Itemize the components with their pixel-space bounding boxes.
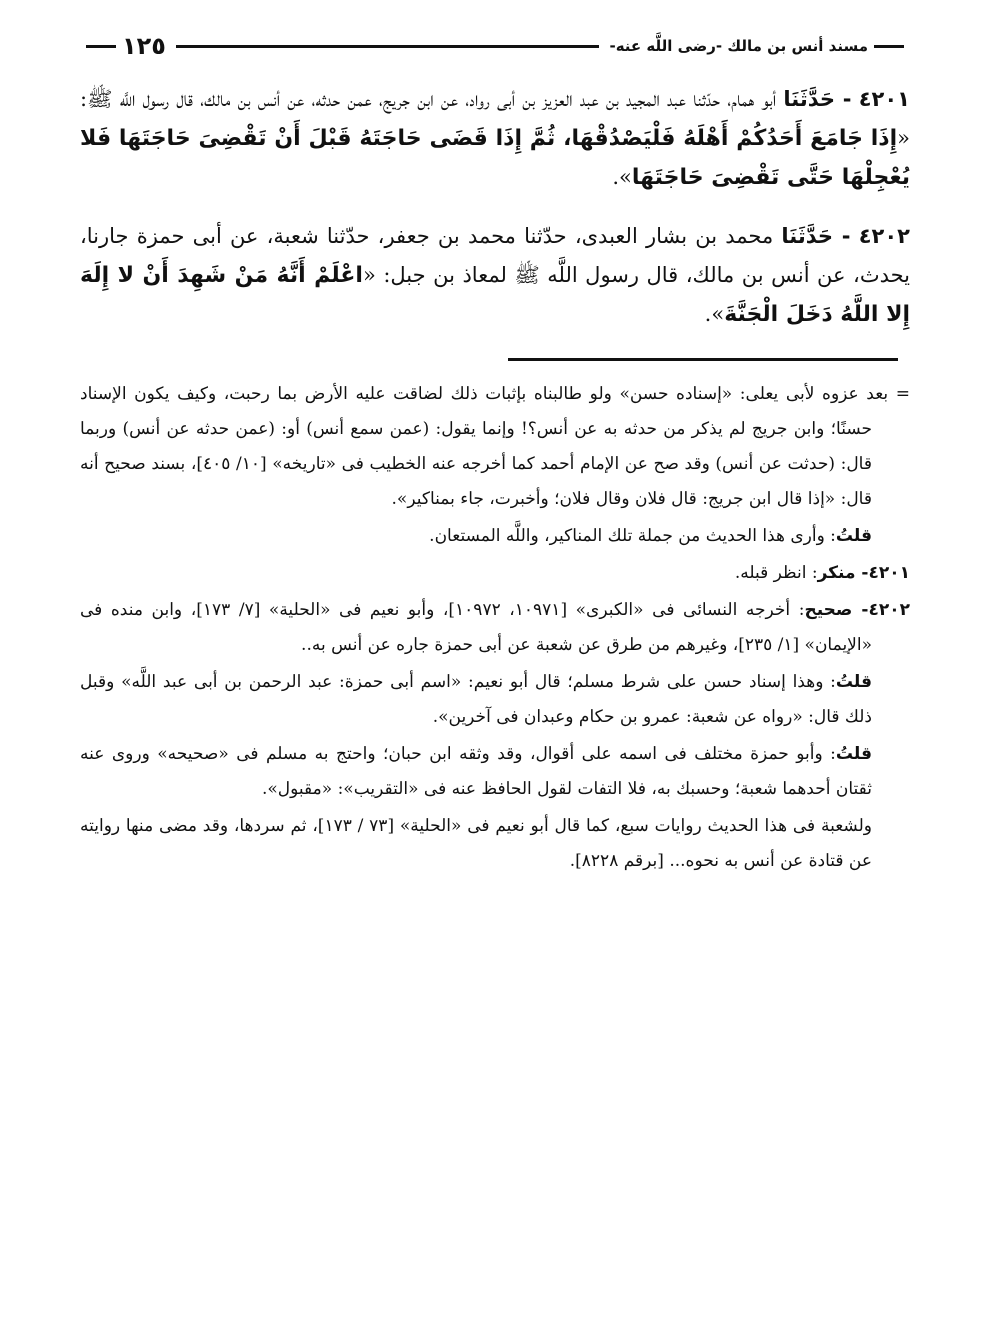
- footnote-4202-label: ٤٢٠٢- صحيح: [804, 600, 910, 620]
- hadith-isnad: أبو همام، حدّثنا عبد المجيد بن عبد العزيز بن أبى رواد، عن ابن جريج، عمن حدثه، عن أنس بن مالك، قال رسول اللَّه ﷺ: «: [80, 87, 910, 150]
- header-title: مسند أنس بن مالك -رضى اللَّه عنه-: [609, 37, 868, 55]
- hadith-lead: - حَدَّثَنَا: [781, 224, 851, 248]
- footnote-4202: [80, 593, 910, 663]
- hadith-matn: إِذَا جَامَعَ أَحَدُكُمْ أَهْلَهُ فَلْيَصْدُقْهَا، ثُمَّ إِذَا قَضَى حَاجَتَهُ قَبْلَ أَنْ تَقْضِىَ حَاجَتَهَا فَلا يُعْجِلْهَا حَتَّى تَقْضِىَ حَاجَتَهَا: [80, 126, 910, 190]
- hadith-end: ».: [704, 302, 725, 326]
- footnote-separator: [508, 358, 898, 361]
- hadith-number: ٤٢٠٢: [858, 224, 910, 248]
- hadith-lead: - حَدَّثَنَا: [783, 87, 852, 111]
- header-rule: [176, 45, 600, 48]
- footnote-separator-wrap: [80, 334, 910, 377]
- qultu-text: : وهذا إسناد حسن على شرط مسلم؛ قال أبو نعيم: «اسم أبى حمزة: عبد الرحمن بن أبى عبد اللَّه» وقبل ذلك قال: «رواه عن شعبة: عمرو بن حكام وعبدان فى آخرين».: [80, 672, 872, 727]
- footnote-qultu-3: [80, 737, 910, 807]
- footnote-qultu: [80, 519, 910, 554]
- footnote-last: ولشعبة فى هذا الحديث روايات سبع، كما قال أبو نعيم فى «الحلية» [٧٣ / ١٧٣]، ثم سردها، وقد مضى منها روايته عن قتادة عن أنس به نحوه... [برقم ٨٢٢٨].: [80, 816, 872, 871]
- hadith-isnad: محمد بن بشار العبدى، حدّثنا محمد بن جعفر، حدّثنا شعبة، عن أبى حمزة جارنا، يحدث، عن أنس بن مالك، قال رسول اللَّه ﷺ لمعاذ بن جبل: «: [80, 224, 911, 287]
- qultu-label: قلتُ: [835, 744, 872, 764]
- header-dash-right: [874, 45, 904, 48]
- footnote-continuation: = بعد عزوه لأبى يعلى: «إسناده حسن» ولو طالبناه بإثبات ذلك لضاقت عليه الأرض بما رحبت، وكيف يكون الإسناد حسنًا؛ وابن جريج لم يذكر من حدثه به عن أنس؟! وإنما يقول: (عمن سمع أنس) أو: (عمن حدثه عن أنس) وربما قال: (حدثت عن أنس) وقد صح عن الإمام أحمد كما أخرجه عنه الخطيب فى «تاريخه» [١٠/ ٤٠٥]، بسند صحيح أنه قال: «إذا قال ابن جريج: قال فلان وقال فلان؛ وأخبرت، جاء بمناكير».: [80, 384, 910, 509]
- qultu-label: قلتُ: [835, 526, 872, 546]
- running-header: [80, 26, 910, 66]
- qultu-text: : وأرى هذا الحديث من جملة تلك المناكير، واللَّه المستعان.: [429, 526, 836, 546]
- footnote-4201-text: : انظر قبله.: [734, 563, 818, 583]
- hadith-4202: [80, 217, 910, 334]
- book-page: [80, 26, 910, 881]
- page-number: ١٢٥: [122, 32, 166, 60]
- hadith-end: ».: [612, 165, 632, 189]
- header-dash-left: [86, 45, 116, 48]
- hadith-4201: [80, 80, 910, 197]
- hadith-number: ٤٢٠١: [858, 87, 910, 111]
- qultu-text: : وأبو حمزة مختلف فى اسمه على أقوال، وقد وثقه ابن حبان؛ واحتج به مسلم فى «صحيحه» وروى عنه ثقتان أحدهما شعبة؛ وحسبك به، فلا التفات لقول الحافظ عنه فى «التقريب»: «مقبول».: [80, 744, 872, 799]
- footnotes: [80, 377, 910, 879]
- footnote-4202-text: : أخرجه النسائى فى «الكبرى» [١٠٩٧١، ١٠٩٧٢]، وأبو نعيم فى «الحلية» [٧/ ١٧٣]، وابن منده فى «الإيمان» [١/ ٢٣٥]، وغيرهم من طرق عن شعبة عن أبى حمزة جاره عن أنس به..: [80, 600, 872, 655]
- footnote-4201: [80, 556, 910, 591]
- qultu-label: قلتُ: [835, 672, 872, 692]
- footnote-qultu-2: [80, 665, 910, 735]
- footnote-4201-label: ٤٢٠١- منكر: [817, 563, 910, 583]
- hadith-matn: اعْلَمْ أَنَّهُ مَنْ شَهِدَ أَنْ لا إِلَهَ إِلا اللَّهُ دَخَلَ الْجَنَّةَ: [80, 263, 910, 327]
